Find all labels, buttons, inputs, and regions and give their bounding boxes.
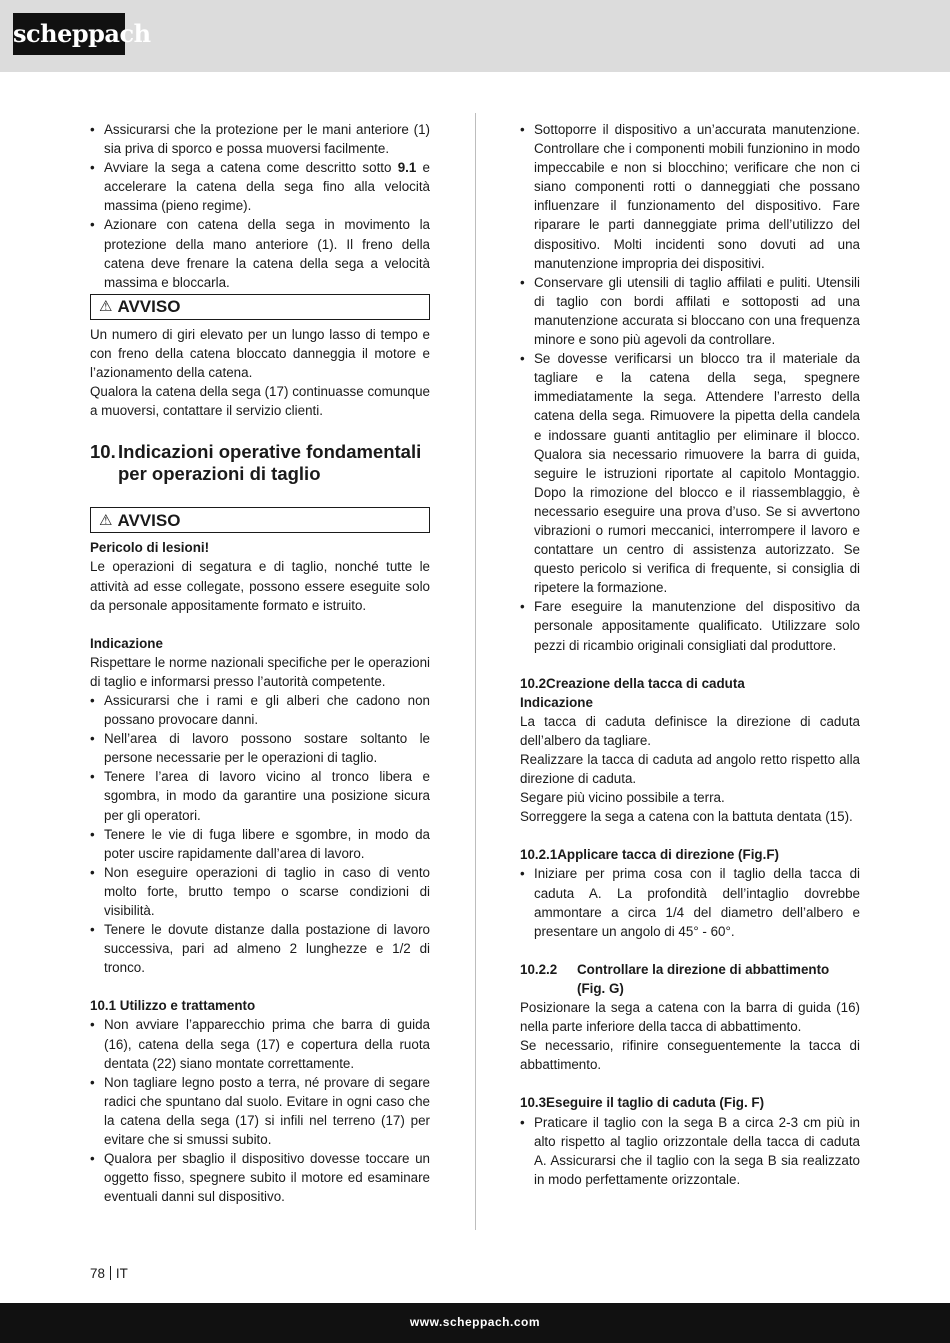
list-item: • Fare eseguire la manutenzione del dispositivo da personale appositamente qualificato. Utilizzare solo pezzi di ricambio originali consigliati dal produttore.	[520, 597, 860, 654]
list-item: • Non tagliare legno posto a terra, né provare di segare radici che spuntano dal suolo. Evitare in ogni caso che la catena della sega (17) si infili nel terreno (17) per evitare che si smussi subito.	[90, 1073, 430, 1149]
list-item: • Se dovesse verificarsi un blocco tra il materiale da tagliare e la catena della sega, spegnere immediatamente la sega. Attendere l’arresto della catena della sega. Rimuovere la pipetta della candela e indossare guanti antitaglio per eliminare il blocco. Qualora sia necessario rimuovere la barra di guida, seguire le istruzioni riportate al capitolo Montaggio. Dopo la rimozione del blocco e il riassemblaggio, è necessario eseguire una prova d’uso. Se si avvertono vibrazioni o rumori meccanici, interrompere il lavoro e contattare un centro di assistenza autorizzato. Se questo pericolo si verifica di frequente, si consiglia di ripetere la formazione.	[520, 349, 860, 597]
left-column	[90, 120, 430, 1206]
list-item: • Assicurarsi che i rami e gli alberi che cadono non possano provocare danni.	[90, 691, 430, 729]
list-item-text: Avviare la sega a catena come descritto sotto	[104, 160, 392, 176]
list-item: • Non avviare l’apparecchio prima che barra di guida (16), catena della sega (17) e copertura della ruota dentata (22) siano montate correttamente.	[90, 1015, 430, 1072]
danger-heading: Pericolo di lesioni!	[90, 540, 210, 556]
list-item	[90, 158, 430, 215]
language-code: IT	[115, 1266, 128, 1281]
list-item-text: e accelerare la catena della sega fino alla velocità massima (pieno regime).	[104, 160, 430, 214]
subsection-number: 10.2.2	[520, 961, 558, 977]
body-text: Se necessario, rifinire conseguentemente la tacca di abbattimento.	[520, 1038, 860, 1073]
subsection-heading	[520, 960, 860, 998]
warning-triangle-icon: ⚠	[99, 511, 113, 529]
list-item: • Conservare gli utensili di taglio affilati e puliti. Utensili di taglio con bordi affilati e sottoposti ad una manutenzione accurata si bloccano con una frequenza minore e sono più agevoli da controllare.	[520, 273, 860, 349]
list-item: • Nell’area di lavoro possono sostare soltanto le persone necessarie per le operazioni di taglio.	[90, 729, 430, 767]
list-item: • Sottoporre il dispositivo a un’accurata manutenzione. Controllare che i componenti mobili funzionino in modo impeccabile e non si blocchino; verificare che non ci siano componenti rotti o danneggiati che possano influenzare il funzionamento del dispositivo. Fare riparare le parti danneggiate prima dell’utilizzo del dispositivo. Molti incidenti sono dovuti ad una manutenzione impropria dei dispositivi.	[520, 120, 860, 273]
footer-band	[0, 1303, 950, 1343]
body-text: Sorreggere la sega a catena con la battuta dentata (15).	[520, 809, 853, 825]
list-item: • Tenere le vie di fuga libere e sgombre, in modo da poter uscire rapidamente dall’area di lavoro.	[90, 825, 430, 863]
bullet-list	[520, 864, 860, 940]
list-item: • Non eseguire operazioni di taglio in caso di vento molto forte, brutto tempo o scarse condizioni di visibilità.	[90, 863, 430, 920]
warning-label: AVVISO	[117, 510, 181, 530]
header-band	[0, 0, 950, 72]
column-divider	[475, 113, 476, 1230]
page-number-value: 78	[90, 1266, 105, 1281]
note-heading: Indicazione	[90, 635, 163, 651]
bullet-list	[90, 120, 430, 292]
subsection-heading: 10.2.1Applicare tacca di direzione (Fig.F)	[520, 847, 779, 863]
website-link[interactable]: www.scheppach.com	[409, 1315, 540, 1329]
list-item: • Qualora per sbaglio il dispositivo dovesse toccare un oggetto fisso, spegnere subito il motore ed esaminare eventuali danni sul dispositivo.	[90, 1149, 430, 1206]
warning-box	[90, 294, 430, 320]
bullet-list	[90, 691, 430, 977]
body-text: Segare più vicino possibile a terra.	[520, 790, 725, 806]
bullet-list	[520, 1113, 860, 1189]
list-item: • Iniziare per prima cosa con il taglio della tacca di caduta A. La profondità dell’intaglio dovrebbe ammontare a circa 1/4 del diametro dell’albero e presentare un angolo di 45° - 60°.	[520, 864, 860, 940]
page-number	[90, 1266, 128, 1281]
right-column	[520, 120, 860, 1189]
list-item: • Azionare con catena della sega in movimento la protezione della mano anteriore (1). Il freno della catena deve frenare la catena della sega a velocità massima e bloccarla.	[90, 215, 430, 291]
list-item: • Tenere l’area di lavoro vicino al tronco libera e sgombra, in modo da garantire una posizione sicura per gli operatori.	[90, 767, 430, 824]
section-reference: 9.1	[397, 160, 417, 176]
subsection-heading: 10.1 Utilizzo e trattamento	[90, 998, 256, 1014]
warning-box	[90, 507, 430, 533]
subsection-heading: 10.2Creazione della tacca di caduta	[520, 675, 745, 691]
subsection-heading: 10.3Eseguire il taglio di caduta (Fig. F)	[520, 1095, 765, 1111]
body-text: Realizzare la tacca di caduta ad angolo retto rispetto alla direzione di caduta.	[520, 752, 860, 787]
section-title: Indicazioni operative fondamentali per operazioni di taglio	[118, 441, 422, 485]
body-text: La tacca di caduta definisce la direzione di caduta dell’albero da tagliare.	[520, 713, 860, 748]
section-heading	[90, 441, 430, 485]
note-text: Rispettare le norme nazionali specifiche per le operazioni di taglio e informarsi presso l’autorità competente.	[90, 654, 430, 689]
subsection-title: Controllare la direzione di abbattimento (Fig. G)	[577, 961, 830, 996]
section-number: 10.	[90, 441, 116, 463]
warning-text: Un numero di giri elevato per un lungo lasso di tempo e con freno della catena bloccato danneggia il motore e l’azionamento della catena.	[90, 326, 430, 381]
list-item: • Praticare il taglio con la sega B a circa 2-3 cm più in alto rispetto al taglio orizzontale della tacca di caduta A. Assicurarsi che il taglio con la sega B sia realizzato in modo perfettamente orizzontale.	[520, 1113, 860, 1189]
bullet-list	[520, 120, 860, 655]
warning-triangle-icon: ⚠	[99, 298, 113, 316]
note-heading: Indicazione	[520, 694, 593, 710]
list-item: • Tenere le dovute distanze dalla postazione di lavoro successiva, pari ad almeno 2 lunghezze e 1/2 di tronco.	[90, 920, 430, 977]
brand-logo: scheppach	[13, 13, 125, 55]
warning-text: Qualora la catena della sega (17) continuasse comunque a muoversi, contattare il servizio clienti.	[90, 384, 430, 419]
page-number-separator	[110, 1266, 111, 1280]
body-text: Posizionare la sega a catena con la barra di guida (16) nella parte inferiore della tacca di abbattimento.	[520, 1000, 860, 1035]
warning-label: AVVISO	[117, 297, 181, 317]
danger-text: Le operazioni di segatura e di taglio, nonché tutte le attività ad esse collegate, possono essere eseguite solo da personale appositamente formato e istruito.	[90, 559, 430, 613]
list-item: • Assicurarsi che la protezione per le mani anteriore (1) sia priva di sporco e possa muoversi facilmente.	[90, 120, 430, 158]
bullet-list	[90, 1015, 430, 1206]
